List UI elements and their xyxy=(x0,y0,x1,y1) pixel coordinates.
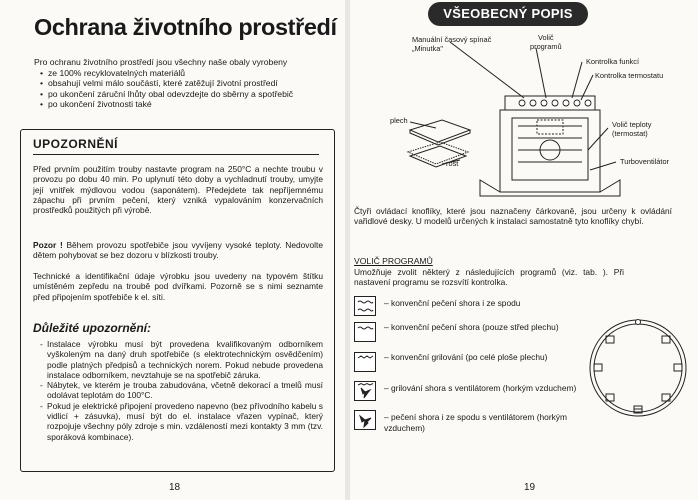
label-turbo-fan: Turboventilátor xyxy=(620,157,670,166)
pozor-paragraph xyxy=(33,240,323,261)
label-function-lamp: Kontrolka funkcí xyxy=(586,57,639,66)
list-item: - Pokud je elektrické připojení provedeno napevno (bez přívodního kabelu s vidlicí + zásuvka), musí být do el. instalace vřazen vypínač, který rozpojuje všechny póly zdroje s min. vzdáleností mezi kontakty 3 mm (tzv. sporáková kombinace). xyxy=(41,401,323,442)
pozor-text: Během provozu spotřebiče jsou vyvíjeny vysoké teploty. Nedovolte dětem pohybovat se bez dozoru v blízkosti trouby. xyxy=(33,240,323,261)
warning-paragraph: Před prvním použitím trouby nastavte program na 250°C a nechte troubu v provozu po dobu 40 min. Po uplynutí této doby a vychladnutí trouby, umyjte její vnitřek mýdlovou vodou (saponátem). Předejdete tak nepříjemnému zápachu při prvním pečení, který vzniká vypalováním konzervačních prostředků použitých při výrobě. xyxy=(33,164,323,216)
programs-title: VOLIČ PROGRAMŮ xyxy=(354,256,433,266)
left-page xyxy=(0,0,345,500)
list-item: • obsahují velmi málo součástí, které zatěžují životní prostředí xyxy=(42,78,324,89)
page-title: Ochrana životního prostředí xyxy=(34,14,337,40)
oven-diagram xyxy=(350,30,698,200)
program-text: grilování shora s ventilátorem (horkým vzduchem) xyxy=(391,383,577,393)
program-text: konvenční pečení shora (pouze střed plechu) xyxy=(391,322,559,332)
label-timer: Manuální časový spínač „Minutka" xyxy=(412,35,492,53)
list-item: • ze 100% recyklovatelných materiálů xyxy=(42,68,324,79)
label-temperature-selector: Volič teploty (termostat) xyxy=(612,120,652,138)
grill-icon xyxy=(354,352,376,372)
right-page: VŠEOBECNÝ POPIS Manuální časový spínač „Minutka" Volič programů Kontrolka funkcí Kontrolka termostatu plech Volič teploty (termostat) rošt Turboventilátor Čtyři ovládací knoflíky, které jsou naznačeny čárkovaně, jsou určeny k ovládání vařidlové desky. U modelů určených k instalaci samostatně tyto knoflíky chybí. VOLIČ PROGRAMŮ Umožňuje zvolit některý z následujících programů (viz. tab. ). Při nastavení programu se rozsvítí kontrolka. – konvenční pečení shora i ze spodu – konvenční pečení shora (pouze střed plechu) – konvenční grilování (po celé ploše plechu) – grilování shora s ventilátorem (horkým vzduchem) – pečení shora i ze spodu s ventilátorem (horkým vzduchem) 19 xyxy=(350,0,698,500)
knobs-paragraph: Čtyři ovládací knoflíky, které jsou naznačeny čárkovaně, jsou určeny k ovládání vařidlové desky. U modelů určených k instalaci samostatně tyto knoflíky chybí. xyxy=(354,206,672,227)
top-bottom-heat-icon xyxy=(354,296,376,316)
list-item: - Nábytek, ve kterém je trouba zabudována, včetně dekorací a tmelů musí odolávat teplotám do 100°C. xyxy=(41,380,323,401)
label-grill: rošt xyxy=(446,159,459,168)
page-number: 19 xyxy=(524,482,536,493)
label-tray: plech xyxy=(390,116,408,125)
technical-paragraph: Technické a identifikační údaje výrobku jsou uvedeny na typovém štítku umístěném zepředu na troubě pod dvířkami. Pozorně se s nimi seznamte před připojením spotřebiče k el. síti. xyxy=(33,271,323,302)
section-banner: VŠEOBECNÝ POPIS xyxy=(428,2,588,26)
program-selector-dial xyxy=(582,310,694,422)
important-title: Důležité upozornění: xyxy=(33,321,151,335)
list-item: • po ukončení životnosti také xyxy=(42,99,324,110)
warning-title: UPOZORNĚNÍ xyxy=(33,137,119,151)
program-text: konvenční pečení shora i ze spodu xyxy=(391,298,521,308)
fan-grill-icon xyxy=(354,381,376,401)
page-number: 18 xyxy=(169,482,181,493)
list-item: - Instalace výrobku musí být provedena kvalifikovaným odborníkem vyškoleným na daný druh spotřebiče (s elektrotechnickým osvědčením) podle platných předpisů a technických norem. Pokud nebude provedena instalace odborníkem, nevztahuje se na spotřebič záruka. xyxy=(41,339,323,380)
intro-section xyxy=(34,57,324,110)
intro-list xyxy=(34,68,324,110)
label-thermostat-lamp: Kontrolka termostatu xyxy=(595,71,664,80)
programs-intro: Umožňuje zvolit některý z následujících programů (viz. tab. ). Při nastavení programu se rozsvítí kontrolka. xyxy=(354,267,624,288)
program-text: pečení shora i ze spodu s ventilátorem (horkým vzduchem) xyxy=(384,412,567,433)
program-text: konvenční grilování (po celé ploše plechu) xyxy=(391,352,548,362)
important-list xyxy=(33,339,323,442)
top-heat-icon xyxy=(354,322,376,342)
fan-top-bottom-icon xyxy=(354,410,376,430)
important-section xyxy=(33,339,323,442)
intro-text: Pro ochranu životního prostředí jsou všechny naše obaly vyrobeny xyxy=(34,57,288,67)
label-program-selector: Volič programů xyxy=(530,33,562,51)
warning-divider xyxy=(33,154,319,155)
list-item: • po ukončení záruční lhůty obal odevzdejte do sběrny a spotřebič xyxy=(42,89,324,100)
pozor-label: Pozor ! xyxy=(33,240,63,250)
